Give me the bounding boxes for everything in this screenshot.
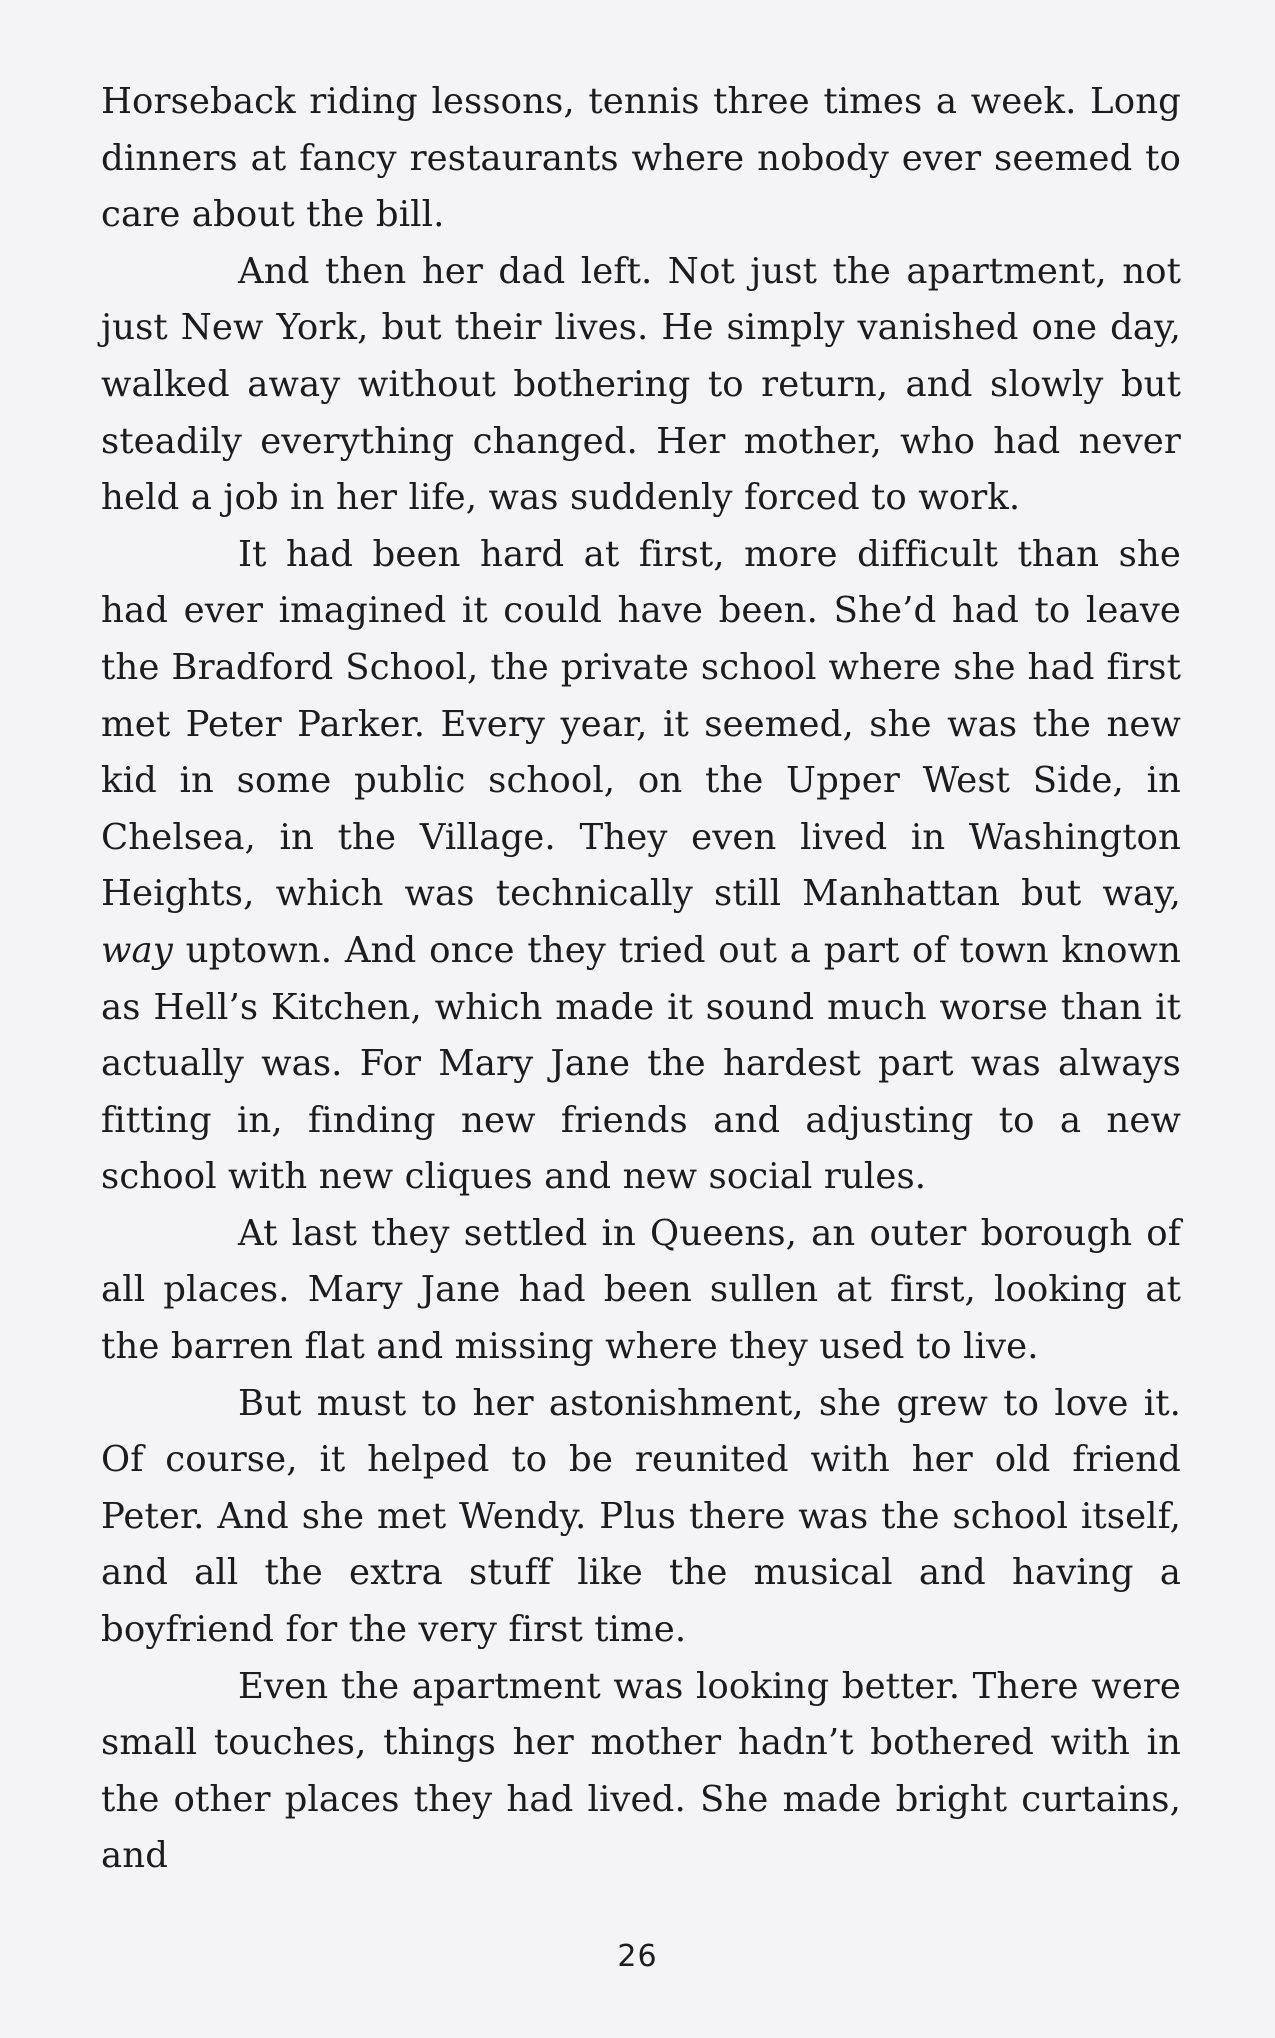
- body-text: [101, 74, 1181, 1885]
- paragraph-1: Horseback riding lessons, tennis three times a week. Long dinners at fancy restaurants where nobody ever seemed to care about the bill.: [101, 81, 1181, 236]
- paragraph-4: At last they settled in Queens, an outer borough of all places. Mary Jane had been sullen at first, looking at the barren flat and missing where they used to live.: [101, 1212, 1181, 1368]
- paragraph-3-text-before: It had been hard at first, more difficult than she had ever imagined it could have been. She’d had to leave the Bradford School, the private school where she had first met Peter Parker. Every year, it seemed, she was the new kid in some public school, on the Upper West Side, in Chelsea, in the Village. They even lived in Washington Heights, which was technically still Manhattan but way,: [101, 533, 1181, 915]
- paragraph-3: [101, 527, 1181, 1206]
- paragraph-3-text-after: uptown. And once they tried out a part of town known as Hell’s Kitchen, which made it sound much worse than it actually was. For Mary Jane the hardest part was always fitting in, finding new friends and adjusting to a new school with new cliques and new social rules.: [101, 929, 1181, 1198]
- page-number: 26: [617, 1939, 658, 1974]
- paragraph-5: But must to her astonishment, she grew to love it. Of course, it helped to be reunited with her old friend Peter. And she met Wendy. Plus there was the school itself, and all the extra stuff like the musical and having a boyfriend for the very first time.: [101, 1382, 1181, 1651]
- paragraph-2: And then her dad left. Not just the apartment, not just New York, but their lives. He simply vanished one day, walked away without bothering to return, and slowly but steadily everything changed. Her mother, who had never held a job in her life, was suddenly forced to work.: [101, 250, 1181, 519]
- paragraph-3-emphasis: way: [101, 929, 173, 971]
- paragraph-6: Even the apartment was looking better. There were small touches, things her mother hadn’t bothered with in the other places they had lived. She made bright curtains, and: [101, 1665, 1181, 1877]
